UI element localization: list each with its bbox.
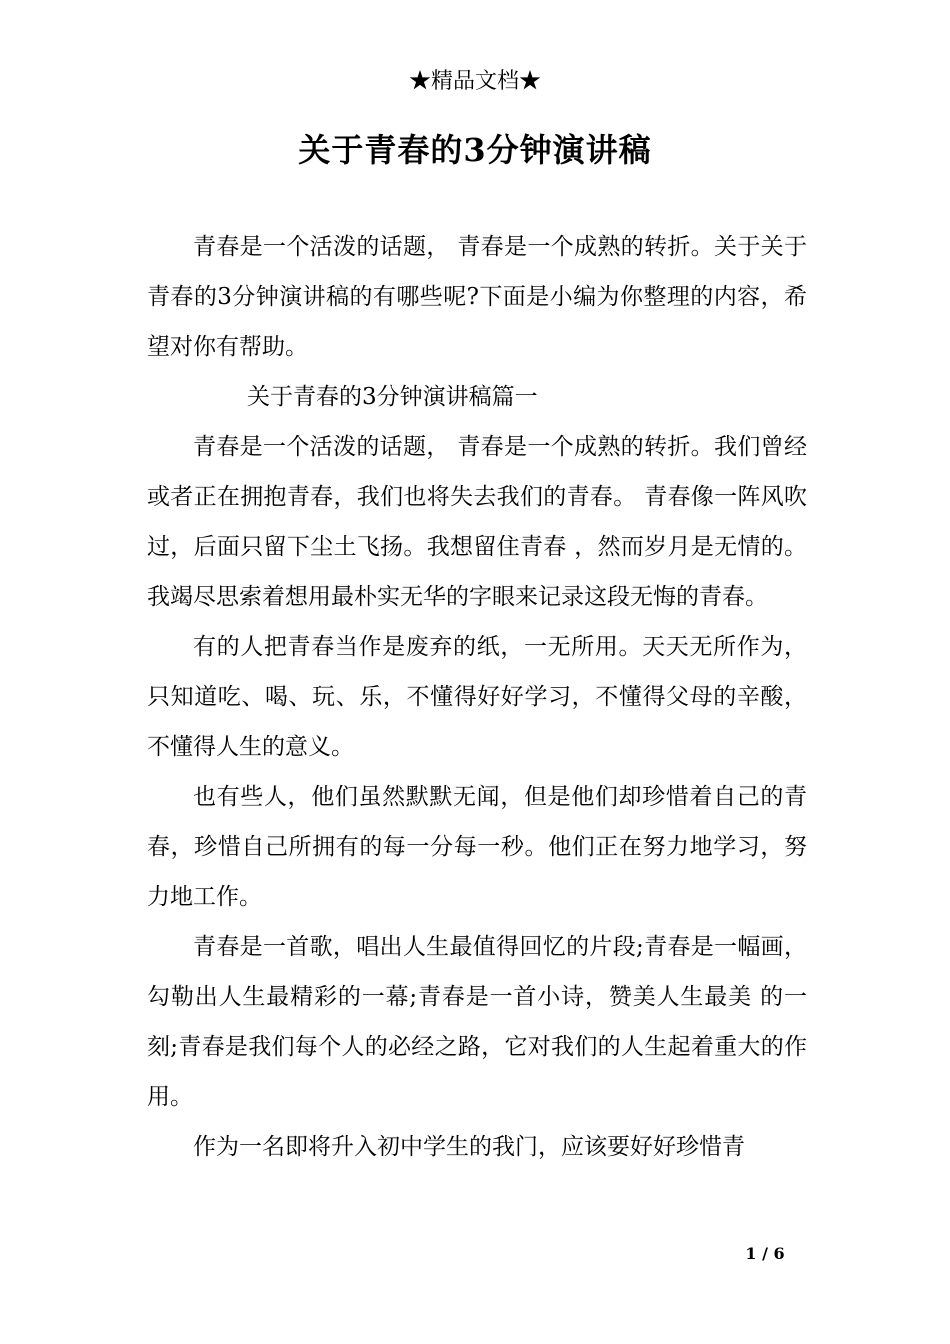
body-paragraph: 有的人把青春当作是废弃的纸，一无所用。天天无所作为，只知道吃、喝、玩、乐，不懂得好好学习，不懂得父母的辛酸，不懂得人生的意义。 (147, 634, 807, 760)
body-paragraph: 青春是一个活泼的话题， 青春是一个成熟的转折。我们曾经或者正在拥抱青春，我们也将失去我们的青春。 青春像一阵风吹过，后面只留下尘土飞扬。我想留住青春 ，然而岁月是无情的。我竭尽思索着想用最朴实无华的字眼来记录这段无悔的青春。 (147, 434, 807, 610)
intro-paragraph: 青春是一个活泼的话题， 青春是一个成熟的转折。关于关于青春的3分钟演讲稿的有哪些呢?下面是小编为你整理的内容，希望对你有帮助。 (147, 234, 807, 360)
header-mark: ★精品文档★ (408, 69, 541, 94)
document-title: 关于青春的3分钟演讲稿 (298, 131, 652, 169)
document-body (147, 222, 807, 1172)
body-paragraph: 也有些人，他们虽然默默无闻，但是他们却珍惜着自己的青春，珍惜自己所拥有的每一分每一秒。他们正在努力地学习，努力地工作。 (147, 784, 807, 910)
body-paragraph: 青春是一首歌，唱出人生最值得回忆的片段;青春是一幅画，勾勒出人生最精彩的一幕;青春是一首小诗，赞美人生最美 的一刻;青春是我们每个人的必经之路，它对我们的人生起着重大的作用。 (147, 934, 807, 1110)
section-heading: 关于青春的3分钟演讲稿篇一 (247, 384, 538, 410)
body-paragraph: 作为一名即将升入初中学生的我门，应该要好好珍惜青 (193, 1134, 745, 1160)
page-number: 1 / 6 (745, 1244, 785, 1263)
